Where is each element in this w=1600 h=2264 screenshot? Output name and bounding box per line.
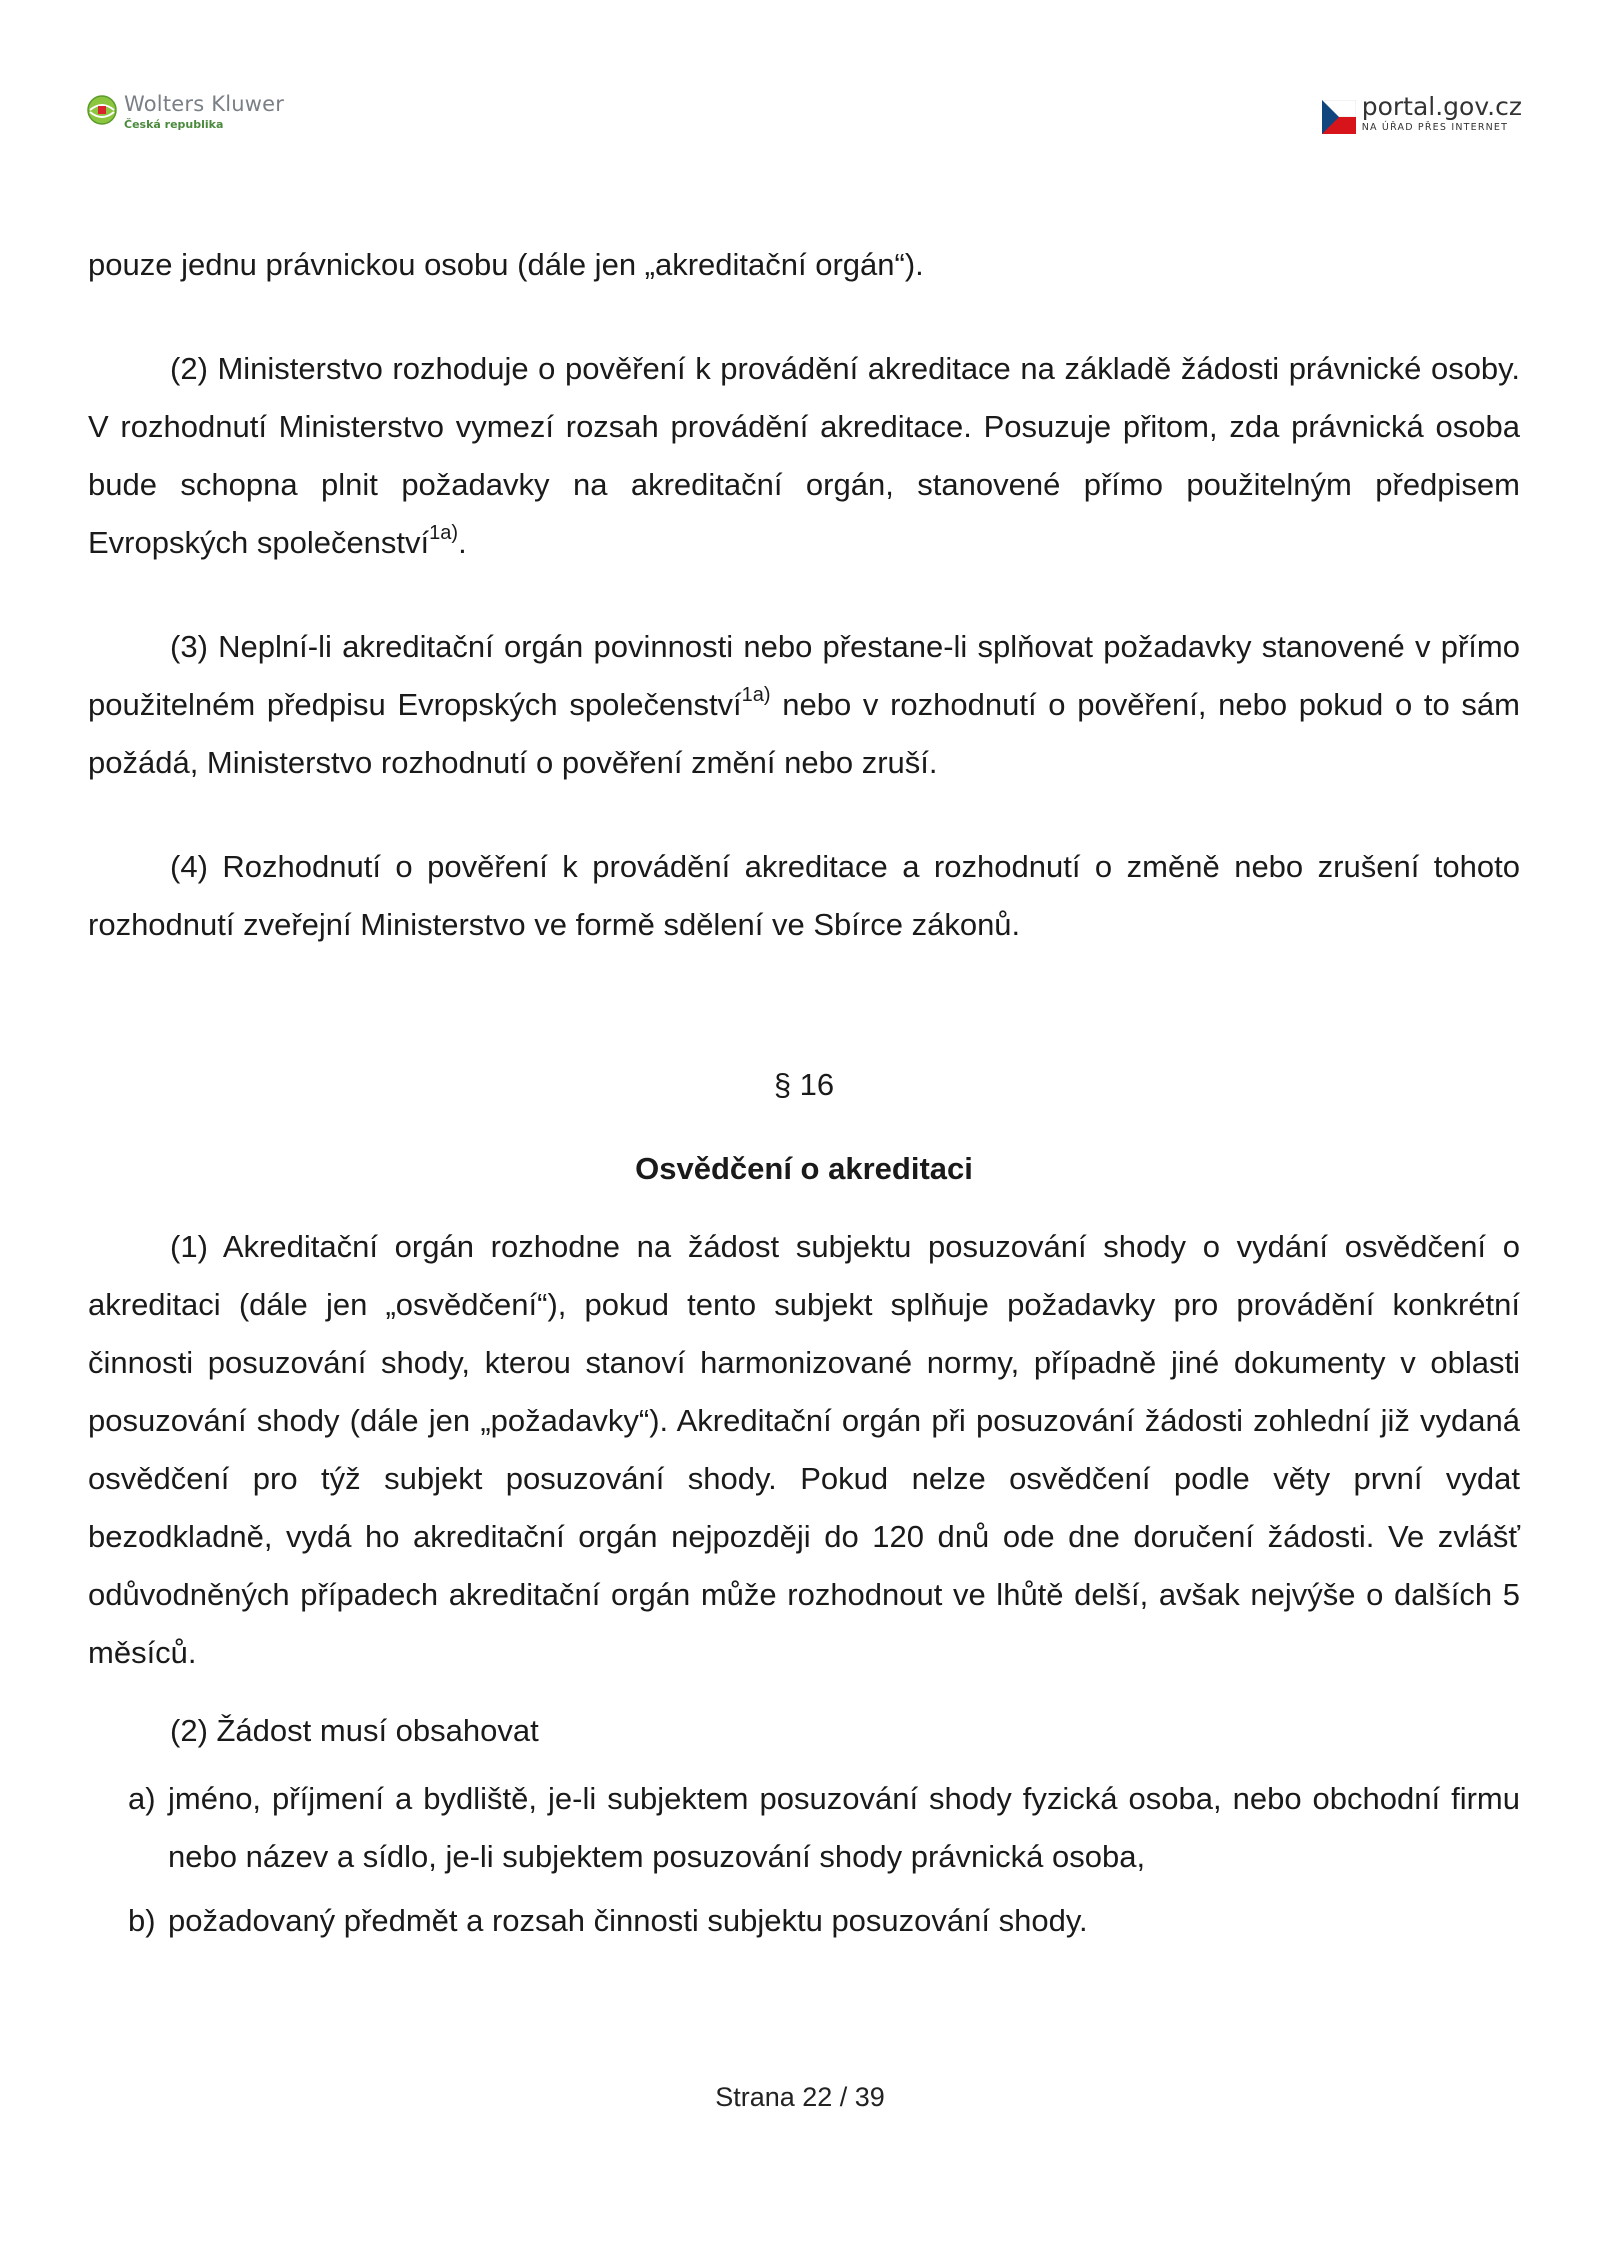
- document-body: [88, 236, 1520, 1950]
- wolters-kluwer-logo: [86, 94, 284, 130]
- section-paragraph-2: (2) Žádost musí obsahovat: [170, 1713, 539, 1748]
- czech-flag-icon: [1322, 100, 1356, 134]
- section-title: Osvědčení o akreditaci: [635, 1151, 973, 1186]
- page-number: Strana 22 / 39: [715, 2082, 885, 2112]
- paragraph-2: (2) Ministerstvo rozhoduje o pověření k provádění akreditace na základě žádosti právnické osoby. V rozhodnutí Ministerstvo vymezí rozsah provádění akreditace. Posuzuje přitom, zda právnická osoba bude schopna plnit požadavky na akreditační orgán, stanovené přímo použitelným předpisem Evropských společenství$^{1a)}$.: [88, 351, 1520, 560]
- section-number: § 16: [773, 1067, 835, 1102]
- paragraph-3: (3) Neplní-li akreditační orgán povinnosti nebo přestane-li splňovat požadavky stanovené v přímo použitelném předpisu Evropských společenství$^{1a)}$ nebo v rozhodnutí o pověření, nebo pokud o to sám požádá, Ministerstvo rozhodnutí o pověření změní nebo zruší.: [88, 629, 1520, 780]
- footnote-ref: 1a): [741, 684, 771, 706]
- wolters-kluwer-sub: Česká republika: [124, 118, 224, 131]
- list-item: [128, 1892, 1520, 1950]
- list-marker: a): [128, 1781, 156, 1816]
- wolters-kluwer-name: Wolters Kluwer: [124, 92, 285, 116]
- paragraph-4: (4) Rozhodnutí o pověření k provádění akreditace a rozhodnutí o změně nebo zrušení tohoto rozhodnutí zveřejní Ministerstvo ve formě sdělení ve Sbírce zákonů.: [88, 849, 1520, 942]
- globe-icon: [86, 94, 118, 126]
- footnote-ref: 1a): [429, 522, 459, 544]
- page-header: [0, 88, 1600, 148]
- list-marker: b): [128, 1903, 156, 1938]
- section-paragraph-1: (1) Akreditační orgán rozhodne na žádost subjektu posuzování shody o vydání osvědčení o akreditaci (dále jen „osvědčení“), pokud tento subjekt splňuje požadavky pro provádění konkrétní činnosti posuzování shody, kterou stanoví harmonizované normy, případně jiné dokumenty v oblasti posuzování shody (dále jen „požadavky“). Akreditační orgán při posuzování žádosti zohlední již vydaná osvědčení pro týž subjekt posuzování shody. Pokud nelze osvědčení podle věty první vydat bezodkladně, vydá ho akreditační orgán nejpozději do 120 dnů ode dne doručení žádosti. Ve zvlášť odůvodněných případech akreditační orgán může rozhodnout ve lhůtě delší, avšak nejvýše o dalších 5 měsíců.: [88, 1229, 1520, 1670]
- list-item-text: požadovaný předmět a rozsah činnosti subjektu posuzování shody.: [168, 1903, 1088, 1938]
- paragraph-continuation: pouze jednu právnickou osobu (dále jen „akreditační orgán“).: [88, 247, 924, 282]
- portal-gov-name: portal.gov.cz: [1361, 92, 1522, 121]
- list-item: [128, 1770, 1520, 1886]
- portal-gov-sub: NA ÚŘAD PŘES INTERNET: [1361, 122, 1509, 133]
- portal-gov-logo: [1322, 94, 1522, 134]
- list-item-text: jméno, příjmení a bydliště, je-li subjektem posuzování shody fyzická osoba, nebo obchodní firmu nebo název a sídlo, je-li subjektem posuzování shody právnická osoba,: [168, 1781, 1520, 1874]
